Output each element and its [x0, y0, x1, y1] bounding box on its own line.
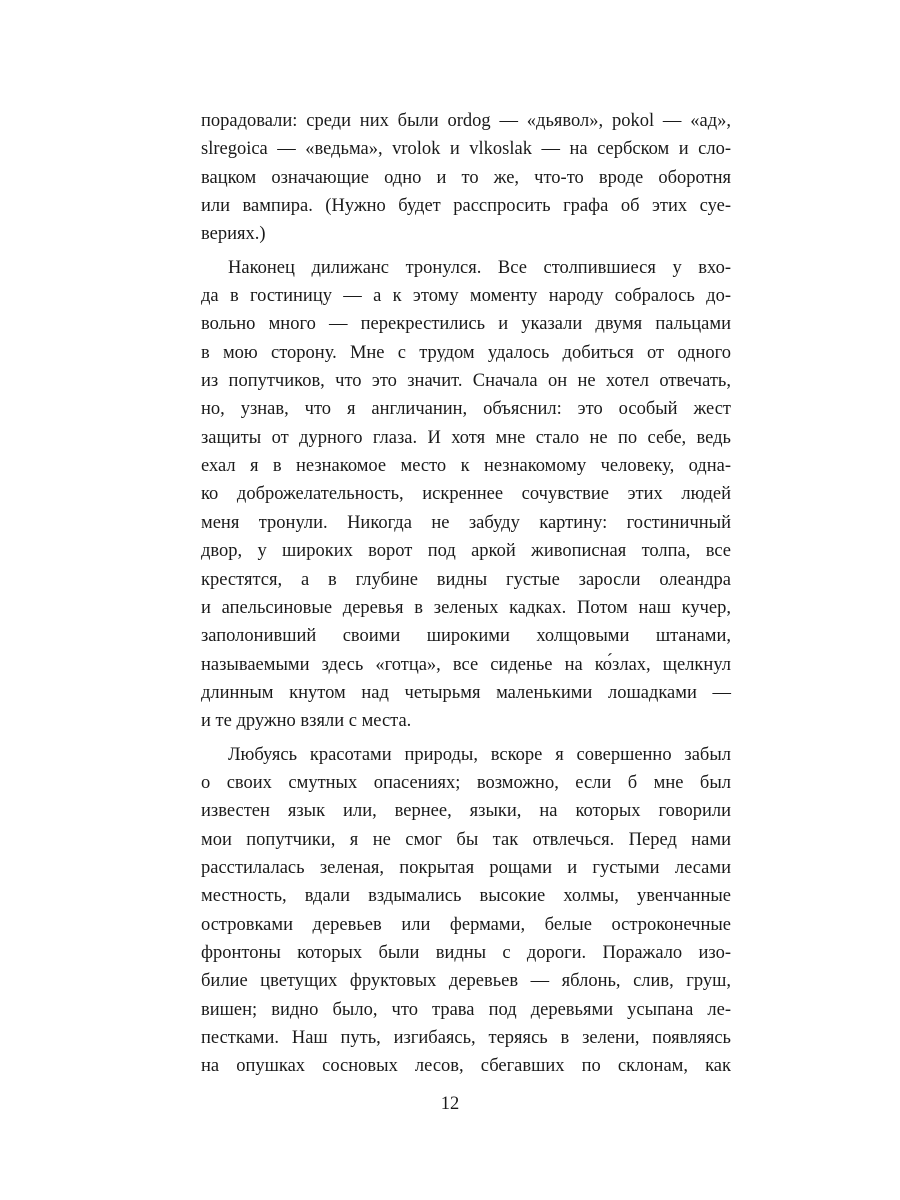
text-line: и те дружно взяли с места. — [201, 711, 412, 732]
text-line: да в гостиницу — а к этому моменту народу собралось до- — [201, 286, 731, 307]
text-line: двор, у широких ворот под аркой живописная толпа, все — [201, 541, 731, 562]
text-line: фронтоны которых были видны с дороги. Поражало изо- — [201, 942, 731, 963]
text-line: называемыми здесь «готца», все сиденье на ко́злах, щелкнул — [201, 654, 731, 675]
text-line: порадовали: среди них были ordog — «дьявол», pokol — «ад», — [201, 111, 731, 131]
text-line: ехал я в незнакомое место к незнакомому человеку, одна- — [201, 456, 731, 477]
text-line: Наконец дилижанс тронулся. Все столпившиеся у вхо- — [228, 257, 731, 278]
text-line: или вампира. (Нужно будет расспросить графа об этих суе- — [201, 196, 731, 217]
text-line: расстилалась зеленая, покрытая рощами и густыми лесами — [201, 857, 731, 878]
paragraph-3 — [201, 741, 731, 1081]
text-line: но, узнав, что я англичанин, объяснил: это особый жест — [201, 399, 731, 420]
text-line: и апельсиновые деревья в зеленых кадках. Потом наш кучер, — [201, 597, 731, 618]
text-line: мои попутчики, я не смог бы так отвлечься. Перед нами — [201, 829, 731, 850]
text-line: вишен; видно было, что трава под деревьями усыпана ле- — [201, 999, 731, 1020]
text-line: меня тронули. Никогда не забуду картину: гостиничный — [201, 512, 731, 533]
text-line: Любуясь красотами природы, вскоре я совершенно забыл — [228, 744, 731, 765]
text-line: вацком означающие одно и то же, что-то вроде оборотня — [201, 167, 731, 188]
text-line: о своих смутных опасениях; возможно, если б мне был — [201, 772, 731, 793]
text-line: известен язык или, вернее, языки, на которых говорили — [201, 801, 731, 822]
text-line: вериях.) — [201, 224, 266, 245]
text-line: slregoica — «ведьма», vrolok и vlkoslak — на сербском и сло- — [201, 139, 731, 160]
text-line: крестятся, а в глубине видны густые заросли олеандра — [201, 569, 731, 590]
text-line: островками деревьев или фермами, белые остроконечные — [201, 914, 731, 935]
text-line: из попутчиков, что это значит. Сначала он не хотел отвечать, — [201, 371, 731, 392]
text-line: пестками. Наш путь, изгибаясь, теряясь в зелени, появляясь — [201, 1028, 731, 1048]
body-text — [201, 107, 731, 1081]
paragraph-1 — [201, 107, 731, 249]
text-line: билие цветущих фруктовых деревьев — яблонь, слив, груш, — [201, 971, 731, 992]
text-line: заполонивший своими широкими холщовыми штанами, — [201, 626, 731, 647]
paragraph-2 — [201, 254, 731, 736]
text-line: ко доброжелательность, искреннее сочувствие этих людей — [201, 484, 731, 505]
text-line: защиты от дурного глаза. И хотя мне стало не по себе, ведь — [201, 427, 731, 448]
text-line: в мою сторону. Мне с трудом удалось добиться от одного — [201, 342, 731, 363]
page-number: 12 — [440, 1094, 460, 1114]
text-line: местность, вдали вздымались высокие холмы, увенчанные — [201, 886, 731, 907]
text-line: длинным кнутом над четырьмя маленькими лошадками — — [201, 682, 731, 703]
text-line: на опушках сосновых лесов, сбегавших по склонам, как — [201, 1056, 731, 1077]
text-line: вольно много — перекрестились и указали двумя пальцами — [201, 314, 731, 335]
